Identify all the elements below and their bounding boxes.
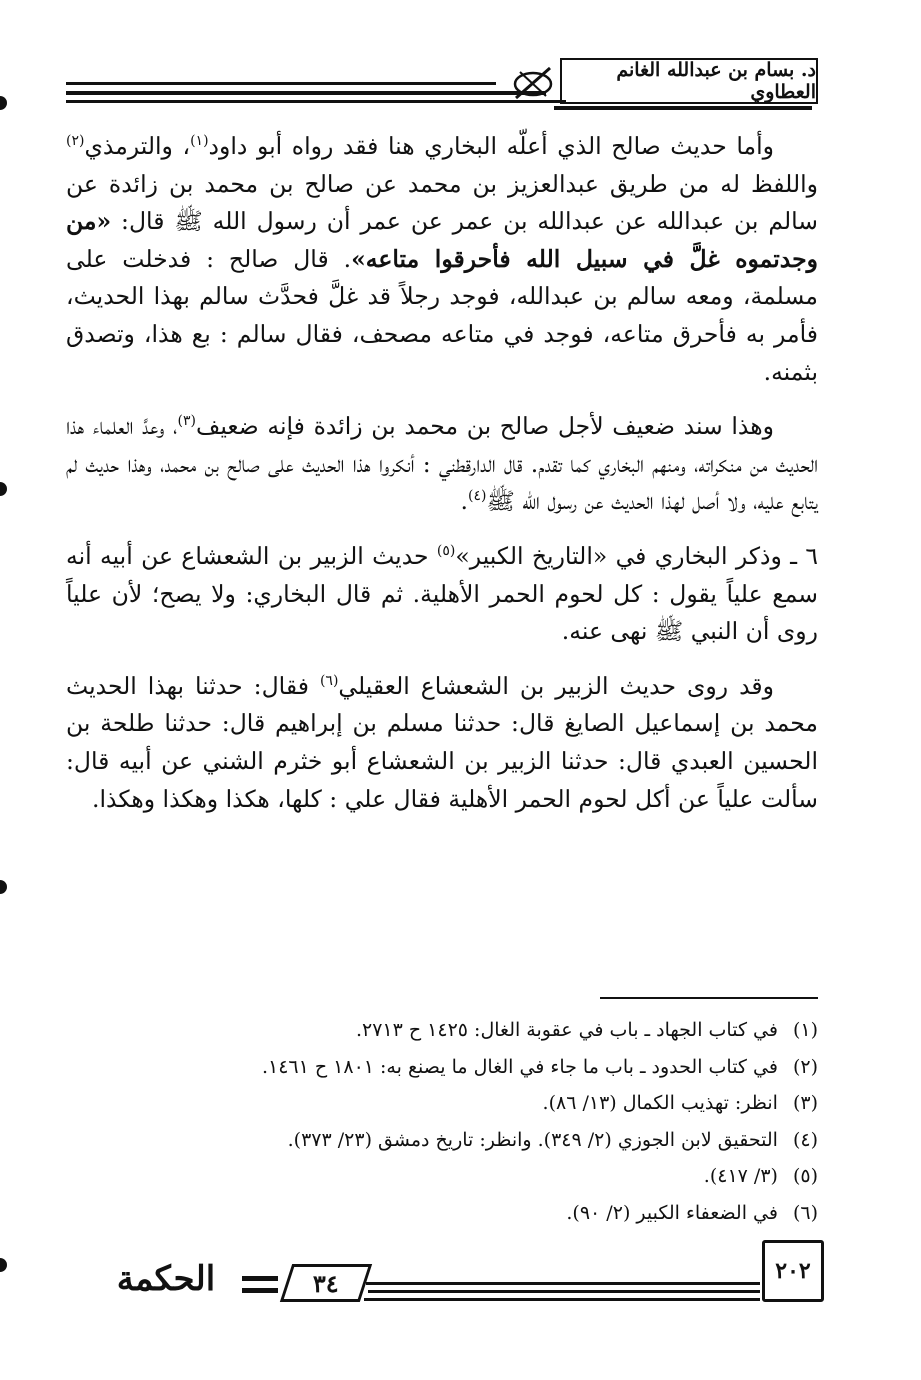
footer-equals-mark <box>242 1288 278 1293</box>
text-segment: حديث الزبير بن الشعشاع عن أبيه أنه سمع علياً يقول : كل لحوم الحمر الأهلية. ثم قال البخاري: ولا يصح؛ لأن علياً روى أن النبي ﷺ نهى عنه. <box>66 541 818 646</box>
body-paragraph <box>66 538 818 651</box>
article-body <box>66 128 818 835</box>
page-number: ٢٠٢ <box>762 1240 824 1302</box>
scan-edge-mark <box>0 1258 7 1272</box>
journal-logo: الحكمة <box>116 1259 216 1299</box>
footnote-number: (٥) <box>792 1165 818 1187</box>
footnote-item <box>103 1085 818 1122</box>
scan-edge-mark <box>0 482 7 496</box>
footnote-item <box>103 1122 818 1159</box>
author-name: د. بسام بن عبدالله الغانم العطاوي <box>560 58 818 104</box>
footnote-text: (٣/ ٤١٧). <box>703 1165 778 1187</box>
text-segment: . قال صالح : فدخلت على مسلمة، ومعه سالم بن عبدالله، فوجد رجلاً قد غلَّ فحدَّث سالم بهذا الحديث، فأمر به فأحرق متاعه، فوجد في متاعه مصحف، فقال سالم : بع هذا، وتصدق بثمنه. <box>66 244 818 386</box>
footnote-ref: (٥) <box>436 543 456 560</box>
footnote-text: في الضعفاء الكبير (٢/ ٩٠). <box>566 1201 778 1224</box>
footnote-item <box>103 1049 818 1086</box>
scan-edge-mark <box>0 96 7 110</box>
footnote-item <box>103 1012 818 1049</box>
footer-rule <box>364 1298 760 1301</box>
page-footer <box>96 1240 824 1310</box>
body-paragraph <box>66 128 818 391</box>
footnote-number: (٤) <box>792 1128 818 1151</box>
text-segment: وأما حديث صالح الذي أعلّه البخاري هنا فقد رواه أبو داود <box>208 132 774 160</box>
footnote-number: (٢) <box>792 1055 818 1078</box>
text-segment: ٦ ـ وذكر البخاري في «التاريخ الكبير» <box>455 541 818 570</box>
footnote-separator <box>600 997 818 999</box>
hadith-quote: «من وجدتموه غلَّ في سبيل الله فأحرقوا متاعه» <box>66 207 818 273</box>
running-header <box>66 58 818 110</box>
text-segment: واللفظ له من طريق عبدالعزيز بن محمد عن صالح بن محمد بن زائدة عن سالم بن عبدالله عن عبدالله بن عمر عن عمر أن رسول الله ﷺ قال: <box>66 169 818 236</box>
header-rule <box>66 100 566 103</box>
text-segment: . <box>460 487 468 516</box>
footnote-text: التحقيق لابن الجوزي (٢/ ٣٤٩). وانظر: تاريخ دمشق (٢٣/ ٣٧٣). <box>287 1128 778 1151</box>
text-segment: فقال: حدثنا بهذا الحديث محمد بن إسماعيل الصايغ قال: حدثنا مسلم بن إبراهيم قال: حدثنا طلحة بن الحسين العبدي قال: حدثنا الزبير بن الشعشاع أبو خثرم الشني عن أبيه قال: سألت علياً عن أكل لحوم الحمر الأهلية فقال علي : كلها، هكذا وهكذا وهكذا. <box>66 671 818 813</box>
footnote-ref: (٦) <box>319 672 339 689</box>
footnote-number: (١) <box>792 1019 818 1041</box>
text-segment: وقد روى حديث الزبير بن الشعشاع العقيلي <box>338 671 775 700</box>
footnotes-list <box>103 1012 818 1231</box>
footnote-ref: (١) <box>190 133 209 150</box>
body-paragraph <box>66 668 818 818</box>
footnote-number: (٣) <box>792 1092 818 1114</box>
footnote-text: انظر: تهذيب الكمال (١٣/ ٨٦). <box>542 1092 778 1114</box>
footnote-item <box>103 1158 818 1195</box>
footer-rule <box>368 1290 760 1293</box>
header-rule <box>66 91 546 95</box>
text-segment: وهذا سند ضعيف لأجل صالح بن محمد بن زائدة فإنه ضعيف <box>196 412 774 441</box>
footnote-ref: (٤) <box>467 488 487 505</box>
footer-rule <box>366 1282 760 1285</box>
pen-icon <box>510 64 556 102</box>
header-rule <box>66 82 496 85</box>
footer-equals-mark <box>242 1276 278 1281</box>
issue-number-box <box>280 1264 372 1302</box>
footnote-ref: (٢) <box>66 133 85 150</box>
issue-number: ٣٤ <box>313 1268 339 1298</box>
text-segment: ، وعدَّ العلماء هذا الحديث من منكراته، ومنهم البخاري كما تقدم. قال الدارقطني : أنكروا هذا الحديث على صالح بن محمد، وهذا حديث لم يتابع عليه، ولا أصل لهذا الحديث عن رسول الله ﷺ <box>66 412 818 516</box>
body-paragraph <box>66 408 818 521</box>
text-segment: ، والترمذي <box>84 132 191 160</box>
footnote-number: (٦) <box>792 1201 818 1224</box>
footnote-text: في كتاب الجهاد ـ باب في عقوبة الغال: ١٤٢٥ ح ٢٧١٣. <box>355 1019 778 1041</box>
footnote-ref: (٣) <box>177 413 197 430</box>
scan-edge-mark <box>0 880 7 894</box>
footnote-text: في كتاب الحدود ـ باب ما جاء في الغال ما يصنع به: ١٨٠١ ح ١٤٦١. <box>261 1055 778 1078</box>
footnote-item <box>103 1195 818 1232</box>
